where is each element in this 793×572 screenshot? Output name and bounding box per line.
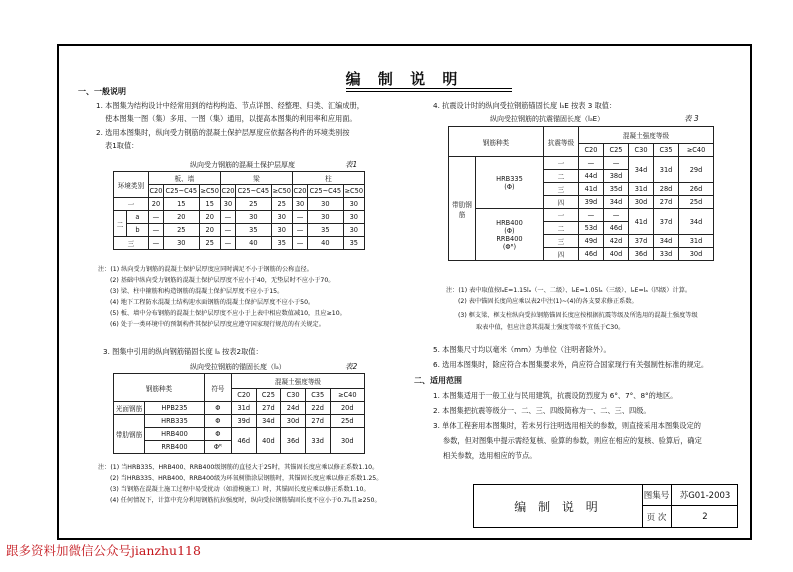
t2-note: (2) 当HRB335、HRB400、RRB400级为环氧树脂涂层钢筋时，其锚固长度应乘以修正系数1.25。 [110, 475, 383, 482]
t3-bar-name: HRB335 [496, 174, 523, 183]
t1-cell: 35 [343, 237, 364, 250]
t3-cell: 31d [654, 157, 679, 183]
para-1-line-2: 使本图集一图（集）多用、一图（集）通用，以提高本图集的利用率和应用面。 [105, 114, 357, 123]
t3-cell: 37d [654, 209, 679, 235]
t3-grade-header: 混凝土强度等级 [578, 127, 713, 144]
t2-grade: C30 [281, 389, 306, 402]
title-underline-2 [346, 91, 512, 92]
watermark-text: 跟多资料加微信公众号jianzhu118 [6, 543, 201, 558]
table-3-number: 表 3 [684, 114, 699, 123]
t2-sym: Φᴿ [204, 441, 231, 454]
t2-cell: 25d [330, 415, 364, 428]
t3-cell: — [578, 209, 603, 222]
t2-cell: 30d [330, 428, 364, 454]
t3-cell: 28d [654, 183, 679, 196]
t1-note: (5) 板、墙中分布钢筋的混凝土保护层厚度不应小于上表中相应数值减10，且应≥10。 [110, 310, 346, 317]
t1-cell: — [220, 211, 235, 224]
table-1 [113, 171, 365, 250]
t1-cell: 20 [148, 198, 163, 211]
t3-grade: C35 [654, 144, 679, 157]
t1-cell: — [148, 237, 163, 250]
para-4: 4. 抗震设计时的纵向受拉钢筋锚固长度 lₐE 按表 3 取值： [433, 101, 617, 110]
t3-cell: 26d [679, 183, 714, 196]
t3-grade: ≥C40 [679, 144, 714, 157]
t3-level: 四 [543, 248, 578, 261]
t3-cell: 34d [679, 209, 714, 235]
t2-cell: 27d [305, 415, 330, 428]
t3-cell: 37d [629, 235, 654, 248]
table-1-caption: 纵向受力钢筋的混凝土保护层厚度 [190, 161, 295, 169]
t1-cell: 30 [343, 198, 364, 211]
t3-cell: — [603, 209, 628, 222]
scope-para-3-line-3: 相关参数，选用相应的节点。 [443, 451, 537, 460]
t2-cell: 33d [305, 428, 330, 454]
t1-grade: C20 [148, 185, 163, 198]
t3-cell: 53d [578, 222, 603, 235]
t3-level: 一 [543, 157, 578, 170]
t2-sym: Φ [204, 415, 231, 428]
t3-cell: 36d [629, 248, 654, 261]
t3-note: (2) 表中锚固长度尚应乘以表2中注(1)~(4)的各支要求修正系数。 [458, 298, 638, 305]
t2-cell: 24d [281, 402, 306, 415]
t1-cell: 30 [271, 211, 292, 224]
t2-cell: 31d [231, 402, 256, 415]
t3-seismic-header: 抗震等级 [543, 127, 578, 157]
scope-para-2: 2. 本图集把抗震等级分一、二、三、四级简称为一、二、三、四级。 [433, 406, 651, 415]
scope-para-1: 1. 本图集适用于一般工业与民用建筑，抗震设防烈度为 6°、7°、8°的地区。 [433, 391, 678, 400]
t3-grade: C20 [578, 144, 603, 157]
t3-grade: C30 [629, 144, 654, 157]
title-block [473, 484, 738, 528]
t2-note: (3) 当钢筋在混凝土施工过程中易受扰动（如滑模施工）时，其锚固长度应乘以修正系数1.10。 [110, 486, 370, 493]
t1-cell: — [148, 224, 163, 237]
t2-ribbed-label: 带肋钢筋 [114, 415, 145, 454]
t1-cell: 30 [343, 224, 364, 237]
t1-cell: 15 [164, 198, 199, 211]
t2-cell: 20d [330, 402, 364, 415]
t1-cell: 30 [236, 211, 271, 224]
t3-cell: 46d [578, 248, 603, 261]
scope-para-3-line-2: 参数，但对图集中提示需经复核、验算的参数，则应在相应的复核、验算后，确定 [443, 436, 702, 445]
t3-bar-name: RRB400 [496, 234, 523, 243]
t2-bar: RRB400 [145, 441, 205, 454]
t1-cell: 20 [164, 211, 199, 224]
t1-env: 二 [114, 211, 127, 237]
t2-note: 注：(1) 当HRB335、HRB400、RRB400级钢筋的直径大于25时，其锚固长度应乘以修正系数1.10。 [98, 464, 379, 471]
t1-grade: ≥C50 [271, 185, 292, 198]
t1-group-column: 柱 [292, 172, 364, 185]
t2-grade: C35 [305, 389, 330, 402]
t3-cell: 34d [629, 157, 654, 183]
t3-cell: 39d [578, 196, 603, 209]
para-2-line-1: 2. 选用本图集时，纵向受力钢筋的混凝土保护层厚度应依据各构件的环境类别按 [96, 128, 350, 137]
t1-cell: 20 [199, 211, 220, 224]
scope-para-3-line-1: 3. 单体工程套用本图集时，若未另行注明选用相关的参数，则直接采用本图集设定的 [433, 421, 701, 430]
atlas-number-label: 图集号 [642, 485, 672, 506]
t1-cell: 25 [164, 224, 199, 237]
t1-cell: 35 [271, 237, 292, 250]
t1-cell: 30 [271, 224, 292, 237]
t1-note: (2) 基础中纵向受力钢筋的混凝土保护层厚度不应小于40，无垫层时不应小于70。 [110, 277, 335, 284]
t2-bar: HRB335 [145, 415, 205, 428]
t3-cell: 38d [603, 170, 628, 183]
t2-sym: Φ [204, 428, 231, 441]
t3-level: 三 [543, 235, 578, 248]
t3-level: 三 [543, 183, 578, 196]
t3-type-header: 钢筋种类 [449, 127, 544, 157]
t2-note: (4) 任何情况下，计算中充分利用钢筋抗拉强度时，纵向受拉钢筋锚固长度不应小于0.7lₐ且≥250。 [110, 497, 381, 504]
t3-cell: 49d [578, 235, 603, 248]
t3-level: 一 [543, 209, 578, 222]
t3-level: 二 [543, 170, 578, 183]
t1-cell: 40 [236, 237, 271, 250]
t1-cell: 30 [308, 211, 343, 224]
para-3: 3. 图集中引用的纵向钢筋锚固长度 lₐ 按表2取值： [103, 347, 263, 356]
t1-note: (4) 地下工程防水混凝土结构迎水面钢筋的混凝土保护层厚度不应小于50。 [110, 299, 315, 306]
t1-cell: 35 [236, 224, 271, 237]
t1-env: 三 [114, 237, 149, 250]
atlas-number-value: 苏G01-2003 [672, 485, 738, 506]
t3-cell: 30d [629, 196, 654, 209]
t1-cell: 35 [308, 224, 343, 237]
para-5: 5. 本图集尺寸均以毫米（mm）为单位（注明者除外）。 [433, 345, 611, 354]
t1-note: 注：(1) 纵向受力钢筋的混凝土保护层厚度应同时满足不小于钢筋的公称直径。 [98, 266, 313, 273]
t3-bar-symbol: (Φᴿ) [502, 242, 517, 251]
t3-cell: 31d [629, 183, 654, 196]
t1-env-header: 环境类别 [114, 172, 149, 198]
t1-grade: C25~C45 [164, 185, 199, 198]
t3-cell: — [603, 157, 628, 170]
t1-env: 一 [114, 198, 149, 211]
t3-cell: 41d [629, 209, 654, 235]
t3-cell: — [578, 157, 603, 170]
table-1-number: 表1 [345, 160, 358, 169]
t1-cell: 25 [271, 198, 292, 211]
page-label: 页 次 [642, 506, 672, 527]
t1-cell: — [292, 211, 307, 224]
t1-cell: — [148, 211, 163, 224]
t2-grade-header: 混凝土强度等级 [231, 374, 364, 389]
t2-symbol-header: 符号 [204, 374, 231, 402]
t3-cell: 46d [603, 222, 628, 235]
t3-cell: 34d [603, 196, 628, 209]
t2-grade: C25 [256, 389, 281, 402]
t2-sym: Φ [204, 402, 231, 415]
t1-env-sub: a [127, 211, 149, 224]
t1-grade: C20 [220, 185, 235, 198]
t2-type-header: 钢筋种类 [114, 374, 205, 402]
t3-cell: 44d [578, 170, 603, 183]
t2-bar: HPB235 [145, 402, 205, 415]
para-1-line-1: 1. 本图集为结构设计中经常用到的结构构造、节点详图、经整理、归类、汇编成册， [96, 101, 364, 110]
title-block-name: 编 制 说 明 [474, 485, 643, 527]
table-2 [113, 373, 365, 454]
t1-cell: 25 [236, 198, 271, 211]
t2-grade: ≥C40 [330, 389, 364, 402]
title-underline [346, 88, 512, 89]
t3-cell: 25d [679, 196, 714, 209]
t2-cell: 46d [231, 428, 256, 454]
t3-cell: 41d [578, 183, 603, 196]
t3-cell: 27d [654, 196, 679, 209]
t1-grade: ≥C50 [343, 185, 364, 198]
t2-plain-label: 光面钢筋 [114, 402, 145, 415]
table-2-number: 表2 [345, 362, 358, 371]
t3-grade: C25 [603, 144, 628, 157]
t2-bar: HRB400 [145, 428, 205, 441]
t1-note: (3) 梁、柱中箍筋和构造钢筋的混凝土保护层厚度不应小于15。 [110, 288, 284, 295]
t1-cell: 25 [199, 237, 220, 250]
table-3 [448, 126, 714, 261]
t1-cell: 40 [308, 237, 343, 250]
para-6: 6. 选用本图集时，除应符合本图集要求外，尚应符合国家现行有关强制性标准的规定。 [433, 360, 709, 369]
t3-cell: 31d [679, 235, 714, 248]
t3-cell: 30d [679, 248, 714, 261]
table-3-caption: 纵向受拉钢筋的抗震锚固长度（lₐE） [490, 115, 605, 123]
t1-cell: 30 [164, 237, 199, 250]
t1-cell: — [220, 237, 235, 250]
t3-cell: 35d [603, 183, 628, 196]
t1-grade: ≥C50 [199, 185, 220, 198]
t1-cell: 30 [220, 198, 235, 211]
t3-level: 四 [543, 196, 578, 209]
t2-cell: 40d [256, 428, 281, 454]
t2-cell: 36d [281, 428, 306, 454]
t3-cell: 29d [679, 157, 714, 183]
t1-cell: 30 [343, 211, 364, 224]
t2-cell: 27d [256, 402, 281, 415]
t3-cell: 33d [654, 248, 679, 261]
t1-cell: — [220, 224, 235, 237]
t3-bar-symbol: (Φ) [504, 182, 515, 191]
t1-note: (6) 处于一类环境中的预制构件其保护层厚度应遵守国家现行规范的有关规定。 [110, 321, 325, 328]
t1-cell: 30 [292, 198, 307, 211]
t1-cell: — [292, 224, 307, 237]
t1-cell: — [292, 237, 307, 250]
t3-bar-name: HRB400 [496, 218, 523, 227]
t1-grade: C25~C45 [236, 185, 271, 198]
t3-bar-hrb335 [476, 157, 544, 209]
page-title: 编 制 说 明 [345, 70, 464, 88]
t3-note: (3) 框支梁、框支柱纵向受拉钢筋锚固长度应按根据抗震等级及所选用的混凝土强度等级 [458, 312, 698, 319]
t1-grade: C20 [292, 185, 307, 198]
t1-cell: 15 [199, 198, 220, 211]
t3-cell: 42d [603, 235, 628, 248]
t2-cell: 30d [281, 415, 306, 428]
t3-cell: 34d [654, 235, 679, 248]
t3-level: 二 [543, 222, 578, 235]
t2-cell: 34d [256, 415, 281, 428]
page-number: 2 [702, 511, 708, 522]
table-2-caption: 纵向受拉钢筋的锚固长度（lₐ） [190, 363, 286, 371]
section-1-heading: 一、一般说明 [78, 87, 126, 96]
t2-cell: 39d [231, 415, 256, 428]
t2-grade: C20 [231, 389, 256, 402]
para-2-line-2: 表1取值： [105, 141, 139, 150]
t1-grade: C25~C45 [308, 185, 343, 198]
t1-group-slab: 板、墙 [148, 172, 220, 185]
t3-bar-symbol: (Φ) [504, 226, 515, 235]
section-2-heading: 二、适用范围 [414, 376, 462, 385]
t1-cell: 20 [199, 224, 220, 237]
t1-env-sub: b [127, 224, 149, 237]
t3-ribbed-label: 带肋钢筋 [449, 157, 476, 261]
t1-cell: 30 [308, 198, 343, 211]
t3-note: 注：(1) 表中取值按lₐE=1.15lₐ（一、二级）、lₐE=1.05lₐ（三级）、lₐE=lₐ（四级）计算。 [446, 287, 692, 294]
t3-note: 取表中值，但应注意其混凝土强度等级不宜低于C30。 [476, 324, 625, 331]
t1-group-beam: 梁 [220, 172, 292, 185]
t3-bar-hrb400 [476, 209, 544, 261]
t2-cell: 22d [305, 402, 330, 415]
t3-cell: 40d [603, 248, 628, 261]
